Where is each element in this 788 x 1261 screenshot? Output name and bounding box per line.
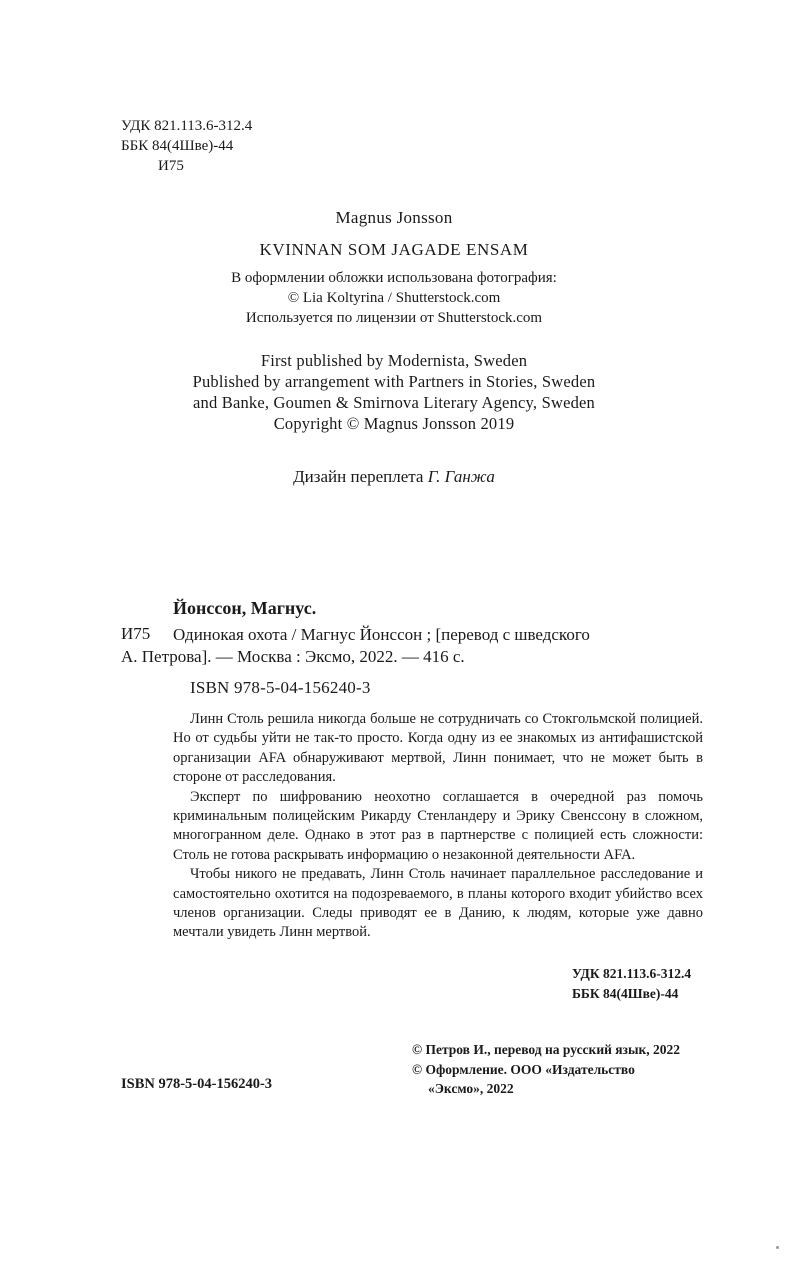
abstract-paragraph: Чтобы никого не предавать, Линн Столь начинает параллельное расследование и самостоятельно охотится на подозреваемого, в планы которого входит убийство всех членов организации. Следы приводят ее в Данию, к людям, которые уже давно мечтали увидеть Линн мертвой. [173, 866, 703, 941]
bibliographic-code: И75 [121, 624, 151, 643]
bibliographic-line: Одинокая охота / Магнус Йонссон ; [перевод с шведского [173, 625, 590, 644]
publication-notice [0, 350, 788, 434]
classification-bottom [572, 964, 691, 1004]
bibliographic-line: А. Петрова]. — Москва : Эксмо, 2022. — 416 с. [121, 647, 465, 666]
copyright-notice [412, 1040, 680, 1099]
cover-credit-line: В оформлении обложки использована фотография: [231, 270, 557, 286]
isbn-middle: ISBN 978-5-04-156240-3 [190, 678, 371, 697]
cover-credit-line: Используется по лицензии от Shutterstock.com [245, 310, 543, 326]
abstract-paragraph: Эксперт по шифрованию неохотно соглашается в очередной раз помочь криминальным полицейским Рикарду Стенландеру и Эрику Свенссону в сложном, многогранном деле. Однако в этот раз в партнерстве с полицией есть сложности: Столь не готова раскрывать информацию о незаконной деятельности AFA. [173, 788, 703, 863]
copyright-line: «Эксмо», 2022 [428, 1081, 514, 1096]
cover-credit [0, 268, 788, 328]
bibliographic-author: Йонссон, Магнус. [173, 598, 317, 618]
publication-line: Copyright © Magnus Jonsson 2019 [273, 414, 515, 433]
classification-block [121, 116, 252, 176]
print-mark [776, 1246, 779, 1249]
cover-credit-line: © Lia Koltyrina / Shutterstock.com [287, 290, 501, 306]
udk-code: УДК 821.113.6-312.4 [121, 118, 253, 134]
original-title: KVINNAN SOM JAGADE ENSAM [259, 240, 529, 259]
designer-name: Г. Ганжа [427, 467, 495, 486]
abstract-paragraph: Линн Столь решила никогда больше не сотрудничать со Стокгольмской полицией. Но от судьбы уйти не так-то просто. Когда одну из ее знакомых из антифашистской организации AFA обнаруживают мертвой, Линн понимает, что не может быть в стороне от расследования. [173, 711, 703, 786]
publication-line: Published by arrangement with Partners in Stories, Sweden [192, 372, 596, 391]
publication-line: and Banke, Goumen & Smirnova Literary Agency, Sweden [192, 393, 596, 412]
publication-line: First published by Modernista, Sweden [260, 351, 528, 370]
udk-code-bottom: УДК 821.113.6-312.4 [572, 966, 692, 981]
design-credit-label: Дизайн переплета [293, 467, 428, 486]
copyright-line: © Оформление. ООО «Издательство [412, 1061, 635, 1077]
design-credit [0, 467, 788, 487]
copyright-line: © Петров И., перевод на русский язык, 2022 [412, 1042, 681, 1057]
isbn-bottom: ISBN 978-5-04-156240-3 [121, 1076, 273, 1092]
bbk-code: ББК 84(4Шве)-44 [121, 138, 234, 154]
original-author: Magnus Jonsson [335, 208, 453, 227]
abstract [173, 710, 703, 943]
author-mark: И75 [158, 158, 184, 174]
bbk-code-bottom: ББК 84(4Шве)-44 [572, 986, 679, 1001]
